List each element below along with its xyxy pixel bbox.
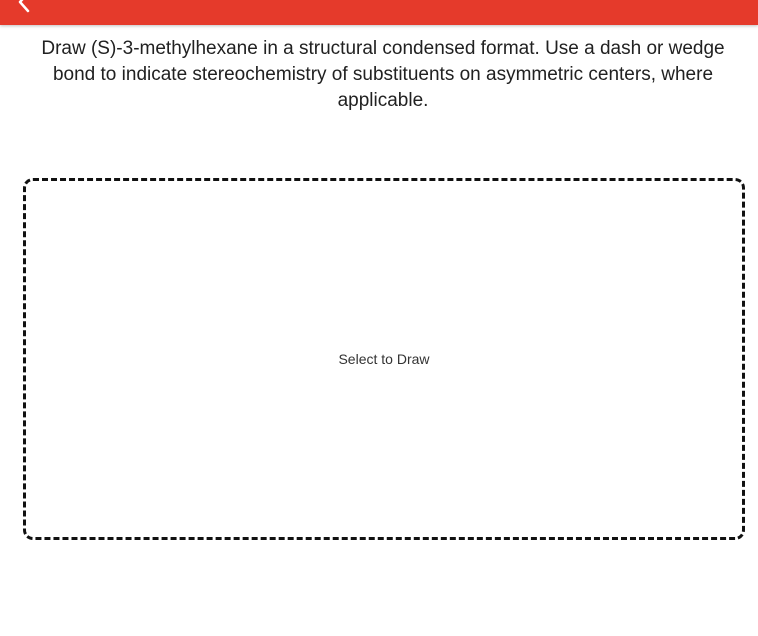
top-app-bar (0, 0, 758, 25)
select-to-draw-label: Select to Draw (338, 351, 430, 367)
question-prompt: Draw (S)-3-methylhexane in a structural condensed format. Use a dash or wedge bond to indicate stereochemistry of substituents on asymmetric centers, where applicable. (41, 38, 725, 111)
back-button[interactable] (12, 0, 38, 13)
chevron-left-icon (12, 0, 38, 13)
drawing-canvas[interactable] (23, 178, 745, 540)
